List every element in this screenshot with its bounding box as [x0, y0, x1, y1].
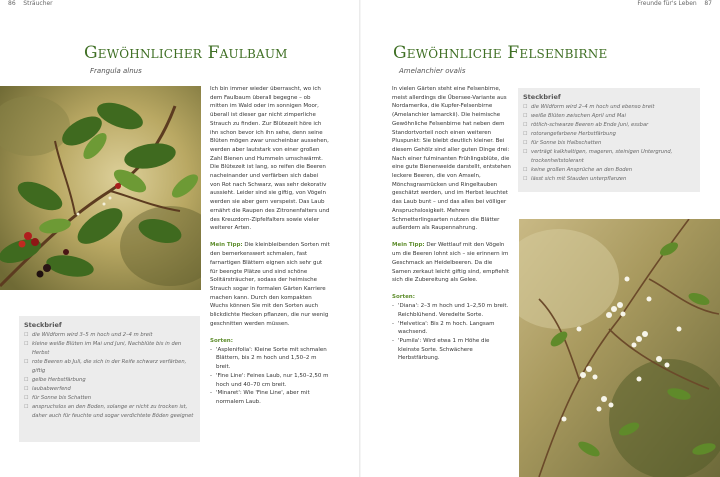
left-body-paragraph: Ich bin immer wieder überrascht, wo ich dem Faulbaum überall begegne – ob mitten im Wald oder im sonnigen Moor, überall ist dieser gar nicht zimperliche Strauch zu finden. Zur Blütezeit höre ich ihn schon bevor ich ihn sehe, denn seine Blüten mögen zwar unscheinbar aussehen, werden aber lautstark von einer großen Zahl Bienen und Hummeln umschwärmt. Die Blütezeit ist lang, so reifen die Beeren nacheinander und verfärben sich dabei von Rot nach Schwarz, was sehr dekorativ aussieht. Leider sind sie giftig, von Vögeln werden sie aber gern verspeist. Das Laub ernährt die Raupen des Zitronenfalters und des Kreuzdorn-Zipfelfalters sowie vieler weiterer Arten.: [210, 86, 330, 232]
left-sorte-item: - 'Minaret': Wie 'Fine Line', aber mit normalem Laub.: [210, 389, 330, 406]
right-steckbrief-list: [523, 103, 695, 184]
left-steckbrief-item: ☐ die Wildform wird 3–5 m hoch und 2–4 m breit: [24, 331, 195, 340]
right-steckbrief-item: ☐ keine großen Ansprüche an den Boden: [523, 166, 695, 175]
right-article-title: Gewöhnliche Felsenbirne: [393, 43, 608, 63]
left-steckbrief-item: ☐ rote Beeren ab Juli, die sich in der Reife schwarz verfärben, giftig: [24, 358, 195, 376]
left-steckbrief-item: ☐ kleine weiße Blüten im Mai und Juni, Nachblüte bis in den Herbst: [24, 340, 195, 358]
right-steckbrief-item: ☐ rotorangefarbene Herbstfärbung: [523, 130, 695, 139]
right-steckbrief-item: ☐ weiße Blüten zwischen April und Mai: [523, 112, 695, 121]
left-steckbrief-item: ☐ anspruchslos an den Boden, solange er nicht zu trocken ist, daher auch für feuchte und sogar verdichtete Böden geeignet: [24, 403, 195, 421]
right-tip-text: Der Wettlauf mit den Vögeln um die Beeren lohnt sich – sie erinnern im Geschmack an Heidelbeeren. Da die Samen zerkaut leicht giftig sind, empfiehlt sich die Zubereitung als Gelee.: [392, 242, 509, 284]
right-steckbrief-box: [518, 88, 700, 192]
right-tip-paragraph: [392, 241, 512, 285]
right-steckbrief-title: Steckbrief: [523, 93, 561, 101]
left-sorten-label: Sorten:: [210, 337, 233, 344]
left-page-header: [8, 0, 53, 7]
left-sorte-item: - 'Asplenifolia': Kleine Sorte mit schmalen Blättern, bis 2 m hoch und 1,50–2 m breit.: [210, 346, 330, 372]
left-steckbrief-item: ☐ laubabwerfend: [24, 385, 195, 394]
left-latin-name: Frangula alnus: [90, 67, 142, 75]
right-steckbrief-item: ☐ lässt sich mit Stauden unterpflanzen: [523, 175, 695, 184]
left-sorte-item: - 'Fine Line': Feines Laub, nur 1,50–2,50 m hoch und 40–70 cm breit.: [210, 372, 330, 389]
left-steckbrief-list: [24, 331, 195, 421]
section-name-left: Sträucher: [23, 0, 53, 7]
right-steckbrief-item: ☐ verträgt kalkhaltigen, mageren, steinigen Untergrund, trockenheitstolerant: [523, 148, 695, 166]
left-tip-label: Mein Tipp:: [210, 242, 243, 249]
right-sorte-item: - 'Helvetica': Bis 2 m hoch. Langsam wachsend.: [392, 320, 512, 337]
left-steckbrief-item: ☐ für Sonne bis Schatten: [24, 394, 195, 403]
faulbaum-photo: [0, 86, 201, 290]
right-sorte-item: - 'Pumila': Wird etwa 1 m Höhe die kleinste Sorte. Schwächere Herbstfärbung.: [392, 337, 512, 363]
section-name-right: Freunde für's Leben: [637, 0, 697, 7]
page-number-right: 87: [704, 0, 712, 7]
right-steckbrief-item: ☐ die Wildform wird 2–4 m hoch und ebenso breit: [523, 103, 695, 112]
left-steckbrief-box: [19, 316, 200, 442]
left-tip-paragraph: [210, 241, 330, 328]
right-page-header: [637, 0, 712, 7]
right-steckbrief-item: ☐ für Sonne bis Halbschatten: [523, 139, 695, 148]
book-gutter: [359, 0, 361, 477]
right-sorte-item: - 'Diana': 2–3 m hoch und 1–2,50 m breit. Reichblühend. Veredelte Sorte.: [392, 302, 512, 319]
page-number-left: 86: [8, 0, 16, 7]
left-article-title: Gewöhnlicher Faulbaum: [84, 43, 288, 63]
felsenbirne-photo: [519, 219, 720, 477]
left-sorten-list: [210, 346, 330, 407]
right-body-column: [392, 85, 512, 363]
right-body-paragraph: In vielen Gärten steht eine Felsenbirne, meist allerdings die Übersee-Variante aus Nordamerika, die Kupfer-Felsenbirne (Amelanchier lamarckii). Die heimische Gewöhnliche Felsenbirne hat neben dem Standortvorteil noch einen weiteren Pluspunkt: Sie bleibt deutlich kleiner. Bei diesem Gehölz sind aller guten Dinge drei: Nach einer fulminanten Frühlingsblüte, die eine gute Bienenweide darstellt, entstehen leckere Beeren, die von Amseln, Mönchsgrasmücken und Ringeltauben geschätzt werden, und im Herbst leuchtet das Laub bunt – und das alles bei völliger Anspruchslosigkeit. Mehrere Schmetterlingsarten nutzen die Blätter außerdem als Raupennahrung.: [392, 86, 511, 232]
left-steckbrief-title: Steckbrief: [24, 321, 62, 329]
right-latin-name: Amelanchier ovalis: [399, 67, 466, 75]
right-sorten-label: Sorten:: [392, 294, 415, 301]
right-tip-label: Mein Tipp:: [392, 242, 425, 249]
left-tip-text: Die kleinbleibenden Sorten mit den bemerkenswert schmalen, fast farnartigen Blättern eignen sich sehr gut für beengte Plätze und sind schöne Solitärsträucher, sodass der heimische Strauch sogar in formalen Gärten Karriere machen kann. Durch den kompakten Wuchs können Sie mit den Sorten auch blickdichte Hecken pflanzen, die nur wenig geschnitten werden müssen.: [210, 242, 330, 327]
right-steckbrief-item: ☐ rötlich-schwarze Beeren ab Ende Juni, essbar: [523, 121, 695, 130]
left-steckbrief-item: ☐ gelbe Herbstfärbung: [24, 376, 195, 385]
right-sorten-list: [392, 302, 512, 363]
left-body-column: [210, 85, 330, 407]
